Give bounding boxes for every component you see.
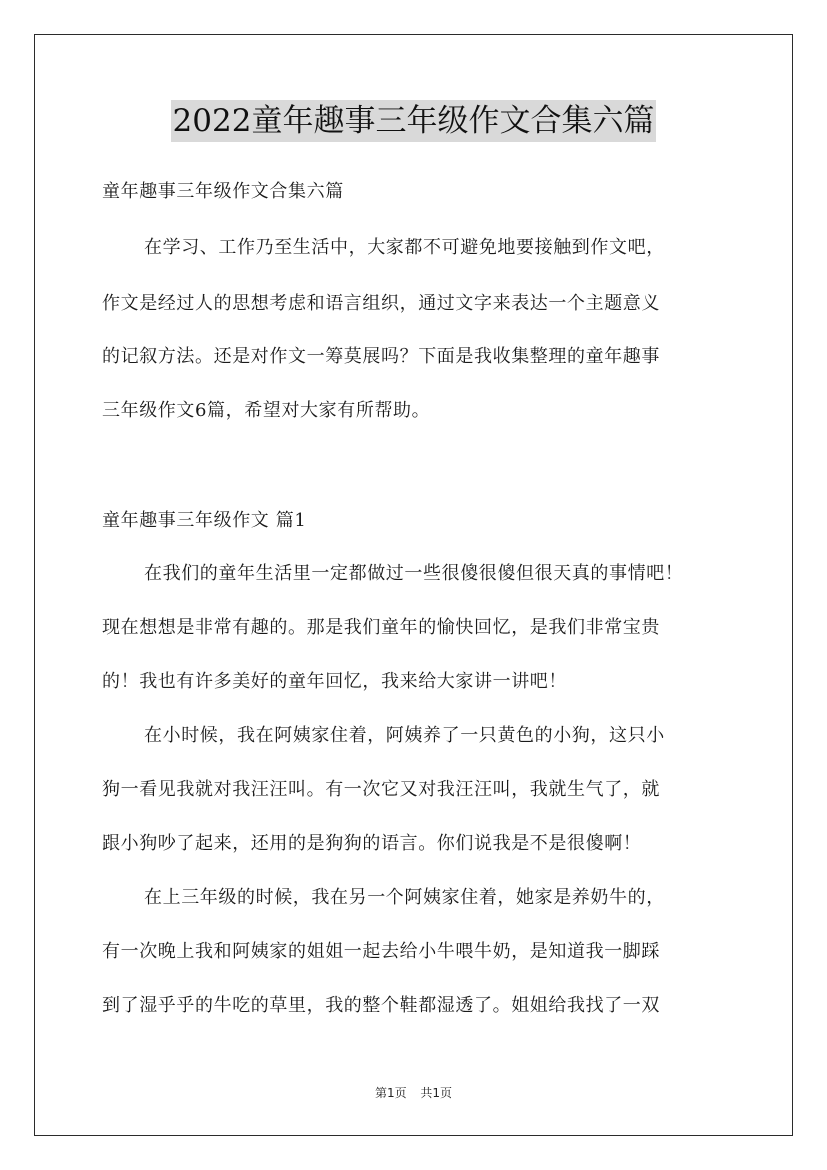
body-line: 在上三年级的时候，我在另一个阿姨家住着，她家是养奶牛的， <box>144 887 665 908</box>
body-line: 在我们的童年生活里一定都做过一些很傻很傻但很天真的事情吧！ <box>144 563 684 584</box>
document-subtitle: 童年趣事三年级作文合集六篇 <box>102 181 344 202</box>
section-heading: 童年趣事三年级作文 篇1 <box>102 510 307 531</box>
intro-line: 的记叙方法。还是对作文一筹莫展吗？下面是我收集整理的童年趣事 <box>102 346 660 367</box>
intro-line: 三年级作文6篇，希望对大家有所帮助。 <box>102 400 431 421</box>
body-line: 狗一看见我就对我汪汪叫。有一次它又对我汪汪叫，我就生气了，就 <box>102 779 660 800</box>
page-number: 第1页 <box>374 1086 407 1100</box>
body-line: 有一次晚上我和阿姨家的姐姐一起去给小牛喂牛奶，是知道我一脚踩 <box>102 941 660 962</box>
intro-line: 作文是经过人的思想考虑和语言组织，通过文字来表达一个主题意义 <box>102 293 660 314</box>
page-total: 共1页 <box>420 1086 453 1100</box>
body-line: 在小时候，我在阿姨家住着，阿姨养了一只黄色的小狗，这只小 <box>144 725 665 746</box>
body-line: 到了湿乎乎的牛吃的草里，我的整个鞋都湿透了。姐姐给我找了一双 <box>102 995 660 1016</box>
title-container <box>0 100 827 142</box>
body-line: 跟小狗吵了起来，还用的是狗狗的语言。你们说我是不是很傻啊！ <box>102 833 642 854</box>
body-line: 的！我也有许多美好的童年回忆，我来给大家讲一讲吧！ <box>102 671 567 692</box>
document-title: 2022童年趣事三年级作文合集六篇 <box>171 100 657 142</box>
intro-line: 在学习、工作乃至生活中，大家都不可避免地要接触到作文吧， <box>144 237 665 258</box>
body-line: 现在想想是非常有趣的。那是我们童年的愉快回忆，是我们非常宝贵 <box>102 617 660 638</box>
page-footer <box>0 1085 827 1101</box>
